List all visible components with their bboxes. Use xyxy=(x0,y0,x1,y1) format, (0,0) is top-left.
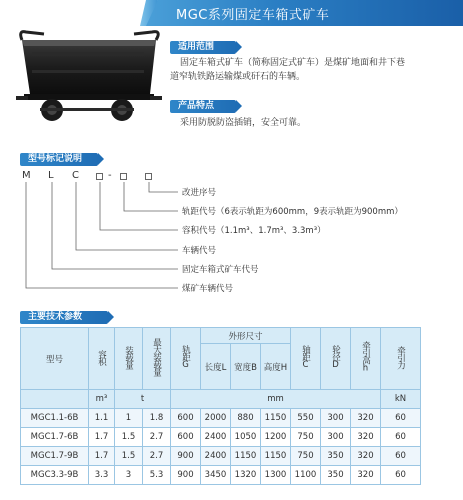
table-cell: 1.5 xyxy=(115,428,143,447)
cell-model: MGC1.1-6B xyxy=(21,409,89,428)
cell-model: MGC1.7-6B xyxy=(21,428,89,447)
table-cell: 880 xyxy=(231,409,261,428)
unit-load: t xyxy=(115,390,171,409)
table-cell: 3 xyxy=(115,466,143,485)
table-cell: 2400 xyxy=(201,428,231,447)
table-cell: 600 xyxy=(171,409,201,428)
th-width: 宽度B xyxy=(231,344,261,390)
table-cell: 1300 xyxy=(261,466,291,485)
desc-vehicle: 车辆代号 xyxy=(182,246,217,256)
code-char-l: L xyxy=(48,170,54,181)
table-cell: 2.7 xyxy=(143,428,171,447)
table-cell: 600 xyxy=(171,428,201,447)
table-cell: 1050 xyxy=(231,428,261,447)
th-length: 长度L xyxy=(201,344,231,390)
table-cell: 60 xyxy=(381,428,421,447)
features-tab: 产品特点 xyxy=(170,100,236,113)
th-volume: 容积 xyxy=(89,328,115,390)
table-cell: 1.1 xyxy=(89,409,115,428)
th-traction-force: 牵引力 xyxy=(381,328,421,390)
table-cell: 2000 xyxy=(201,409,231,428)
table-cell: 1.7 xyxy=(89,428,115,447)
table-cell: 1 xyxy=(115,409,143,428)
desc-coal-mine: 煤矿车辆代号 xyxy=(182,284,234,294)
model-code-tab: 型号标记说明 xyxy=(20,153,98,166)
table-cell: 320 xyxy=(351,466,381,485)
th-gauge: 轨距G xyxy=(171,328,201,390)
features-text: 采用防脱防盗插销，安全可靠。 xyxy=(180,118,307,128)
table-cell: 300 xyxy=(321,428,351,447)
table-cell: 60 xyxy=(381,409,421,428)
desc-fixed-car: 固定车箱式矿车代号 xyxy=(182,265,259,275)
cell-model: MGC3.3-9B xyxy=(21,466,89,485)
th-wheelbase: 轴距C xyxy=(291,328,321,390)
table-cell: 1150 xyxy=(261,409,291,428)
table-cell: 2.7 xyxy=(143,447,171,466)
unit-blank xyxy=(21,390,89,409)
table-cell: 320 xyxy=(351,428,381,447)
table-cell: 900 xyxy=(171,447,201,466)
table-cell: 320 xyxy=(351,447,381,466)
desc-revision: 改进序号 xyxy=(182,188,217,198)
table-cell: 60 xyxy=(381,447,421,466)
specs-tab: 主要技术参数 xyxy=(20,311,108,324)
code-char-c: C xyxy=(72,170,79,181)
table-cell: 2400 xyxy=(201,447,231,466)
th-traction-height: 牵引高h xyxy=(351,328,381,390)
th-max-load: 最大装载量 xyxy=(143,328,171,390)
table-row xyxy=(21,428,421,447)
unit-force: kN xyxy=(381,390,421,409)
table-cell: 350 xyxy=(321,447,351,466)
table-cell: 1150 xyxy=(231,447,261,466)
unit-mm: mm xyxy=(171,390,381,409)
desc-volume: 容积代号（1.1m³、1.7m³、3.3m³） xyxy=(182,226,326,236)
usage-text-line1: 固定车箱式矿车（简称固定式矿车）是煤矿地面和井下巷 xyxy=(180,58,406,68)
th-dims: 外形尺寸 xyxy=(201,328,291,344)
table-cell: 1.7 xyxy=(89,447,115,466)
table-row xyxy=(21,466,421,485)
th-model: 型号 xyxy=(21,328,89,390)
table-cell: 1.5 xyxy=(115,447,143,466)
th-height: 高度H xyxy=(261,344,291,390)
unit-volume: m³ xyxy=(89,390,115,409)
table-row xyxy=(21,409,421,428)
table-cell: 1100 xyxy=(291,466,321,485)
table-cell: 60 xyxy=(381,466,421,485)
code-dash: - xyxy=(108,170,112,181)
cell-model: MGC1.7-9B xyxy=(21,447,89,466)
table-row xyxy=(21,447,421,466)
table-cell: 550 xyxy=(291,409,321,428)
table-cell: 350 xyxy=(321,466,351,485)
usage-tab: 适用范围 xyxy=(170,41,236,54)
th-load: 装载量 xyxy=(115,328,143,390)
table-cell: 900 xyxy=(171,466,201,485)
desc-gauge: 轨距代号（6表示轨距为600mm，9表示轨距为900mm） xyxy=(182,207,403,217)
page-title: MGC系列固定车箱式矿车 xyxy=(176,8,330,23)
table-cell: 320 xyxy=(351,409,381,428)
table-cell: 1320 xyxy=(231,466,261,485)
table-cell: 1.8 xyxy=(143,409,171,428)
table-cell: 1150 xyxy=(261,447,291,466)
spec-table xyxy=(20,327,421,485)
th-wheel: 轮径D xyxy=(321,328,351,390)
table-cell: 3450 xyxy=(201,466,231,485)
table-cell: 750 xyxy=(291,428,321,447)
table-cell: 300 xyxy=(321,409,351,428)
table-cell: 750 xyxy=(291,447,321,466)
table-cell: 5.3 xyxy=(143,466,171,485)
code-char-m: M xyxy=(22,170,31,181)
table-cell: 1200 xyxy=(261,428,291,447)
usage-text-line2: 道窄轨铁路运输煤或矸石的车辆。 xyxy=(170,72,306,82)
table-cell: 3.3 xyxy=(89,466,115,485)
